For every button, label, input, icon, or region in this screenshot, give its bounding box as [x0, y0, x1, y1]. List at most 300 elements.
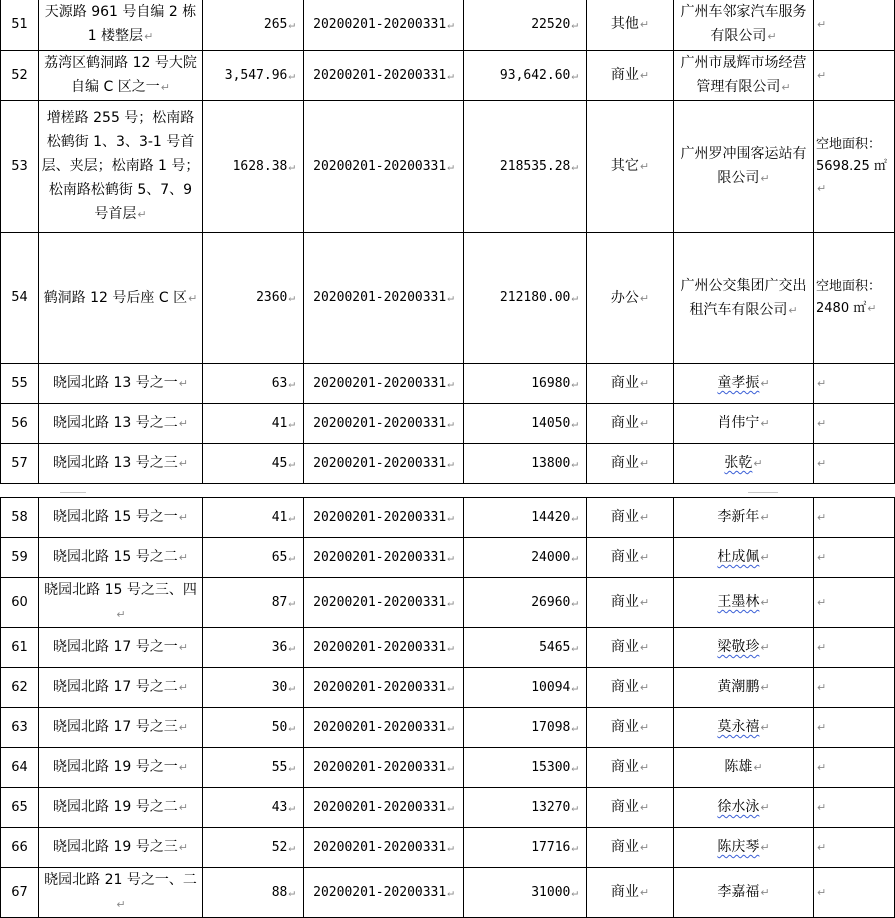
area-cell [203, 708, 304, 748]
area-cell-text: 88 [271, 884, 288, 900]
rent-cell-text: 14050 [531, 415, 571, 431]
address-cell [39, 828, 203, 868]
rent-cell-text: 212180.00 [499, 290, 571, 305]
tenant-cell [674, 101, 814, 233]
paragraph-mark-icon: ↵ [447, 680, 454, 694]
paragraph-mark-icon: ↵ [144, 30, 154, 43]
paragraph-mark-icon: ↵ [639, 417, 650, 430]
address-cell [39, 788, 203, 828]
rent-cell [464, 668, 587, 708]
paragraph-mark-icon: ↵ [817, 720, 827, 734]
row-number [1, 498, 39, 538]
paragraph-mark-icon: ↵ [639, 511, 650, 524]
paragraph-mark-icon: ↵ [288, 595, 295, 609]
paragraph-mark-icon: ↵ [571, 510, 578, 524]
table-row [1, 101, 895, 233]
paragraph-mark-icon: ↵ [639, 841, 650, 854]
address-cell-text: 晓园北路 17 号之二 [53, 679, 178, 695]
rent-cell-text: 16980 [531, 375, 571, 391]
use-cell-text: 商业 [610, 839, 639, 855]
use-cell [587, 868, 674, 918]
area-cell [203, 498, 304, 538]
address-cell [39, 444, 203, 484]
address-cell-text: 晓园北路 15 号之一 [53, 509, 178, 525]
period-cell [304, 628, 464, 668]
period-cell-text: 20200201-20200331 [313, 67, 447, 83]
paragraph-mark-icon: ↵ [639, 761, 650, 774]
period-cell-text: 20200201-20200331 [313, 455, 447, 471]
paragraph-mark-icon: ↵ [288, 885, 295, 899]
note-cell [814, 628, 895, 668]
paragraph-mark-icon: ↵ [137, 208, 147, 221]
paragraph-mark-icon: ↵ [760, 417, 770, 430]
paragraph-mark-icon: ↵ [178, 761, 188, 774]
area-cell-text: 1628.38 [232, 158, 288, 174]
note-cell [814, 101, 895, 233]
table-row [1, 498, 895, 538]
rent-cell-text: 17716 [531, 839, 571, 855]
address-cell [39, 748, 203, 788]
paragraph-mark-icon: ↵ [571, 550, 578, 564]
note-cell [814, 498, 895, 538]
address-cell-text: 鹤洞路 12 号后座 C 区 [43, 289, 188, 306]
paragraph-mark-icon: ↵ [817, 181, 827, 195]
period-cell-text: 20200201-20200331 [313, 639, 447, 655]
use-cell [587, 444, 674, 484]
period-cell [304, 788, 464, 828]
address-cell-text: 晓园北路 15 号之三、四 [44, 582, 197, 598]
use-cell [587, 578, 674, 628]
paragraph-mark-icon: ↵ [447, 885, 454, 899]
address-cell [39, 101, 203, 233]
address-cell-text: 晓园北路 17 号之三 [53, 719, 178, 735]
row-number-text: 51 [11, 16, 28, 32]
paragraph-mark-icon: ↵ [760, 841, 770, 854]
area-cell-text: 36 [271, 639, 288, 655]
note-cell [814, 404, 895, 444]
area-cell-text: 45 [271, 455, 288, 471]
paragraph-mark-icon: ↵ [288, 456, 295, 470]
paragraph-mark-icon: ↵ [571, 68, 578, 82]
row-number-text: 60 [11, 594, 28, 610]
tenant-cell [674, 538, 814, 578]
paragraph-mark-icon: ↵ [639, 69, 650, 82]
use-cell-text: 商业 [610, 639, 639, 655]
paragraph-mark-icon: ↵ [571, 840, 578, 854]
paragraph-mark-icon: ↵ [753, 457, 763, 470]
paragraph-mark-icon: ↵ [767, 30, 777, 43]
row-number [1, 788, 39, 828]
address-cell-text: 晓园北路 19 号之二 [53, 799, 178, 815]
area-cell [203, 101, 304, 233]
paragraph-mark-icon: ↵ [447, 720, 454, 734]
address-cell [39, 498, 203, 538]
rent-cell-text: 93,642.60 [499, 67, 571, 83]
rent-cell-text: 218535.28 [499, 158, 571, 174]
address-cell-text: 增槎路 255 号；松南路松鹤街 1、3、3-1 号首层、夹层；松南路 1 号；松南路松鹤街 5、7、9 号首层 [41, 110, 200, 222]
paragraph-mark-icon: ↵ [571, 680, 578, 694]
row-number-text: 61 [11, 639, 28, 655]
address-cell-text: 荔湾区鹤洞路 12 号大院自编 C 区之一 [44, 55, 197, 95]
area-cell-text: 65 [271, 549, 288, 565]
use-cell-text: 商业 [610, 884, 639, 900]
lease-table-bottom [0, 497, 895, 918]
period-cell-text: 20200201-20200331 [313, 415, 447, 431]
paragraph-mark-icon: ↵ [639, 551, 650, 564]
use-cell [587, 498, 674, 538]
period-cell [304, 233, 464, 364]
use-cell [587, 748, 674, 788]
paragraph-mark-icon: ↵ [116, 608, 126, 621]
tenant-cell-text: 陈庆琴 [717, 839, 760, 855]
tenant-cell-text: 张乾 [724, 455, 753, 471]
address-cell-text: 晓园北路 21 号之一、二 [44, 872, 197, 888]
area-cell [203, 868, 304, 918]
paragraph-mark-icon: ↵ [817, 456, 827, 470]
tenant-cell-text: 广州公交集团广交出租汽车有限公司 [680, 277, 807, 318]
paragraph-mark-icon: ↵ [760, 681, 770, 694]
paragraph-mark-icon: ↵ [571, 885, 578, 899]
row-number [1, 828, 39, 868]
paragraph-mark-icon: ↵ [288, 800, 295, 814]
row-number [1, 748, 39, 788]
address-cell-text: 晓园北路 17 号之一 [53, 639, 178, 655]
address-cell-text: 晓园北路 13 号之一 [53, 375, 178, 391]
paragraph-mark-icon: ↵ [817, 640, 827, 654]
tenant-cell [674, 708, 814, 748]
use-cell-text: 商业 [610, 67, 639, 83]
use-cell [587, 101, 674, 233]
paragraph-mark-icon: ↵ [817, 680, 827, 694]
table-row [1, 0, 895, 51]
paragraph-mark-icon: ↵ [288, 680, 295, 694]
use-cell-text: 其它 [610, 158, 639, 174]
row-number-text: 63 [11, 719, 28, 735]
table-row [1, 868, 895, 918]
use-cell [587, 364, 674, 404]
tenant-cell-text: 李新年 [717, 509, 760, 525]
paragraph-mark-icon: ↵ [571, 760, 578, 774]
area-cell [203, 538, 304, 578]
address-cell [39, 0, 203, 51]
paragraph-mark-icon: ↵ [571, 800, 578, 814]
paragraph-mark-icon: ↵ [571, 456, 578, 470]
row-number-text: 62 [11, 679, 28, 695]
period-cell [304, 51, 464, 101]
use-cell [587, 51, 674, 101]
period-cell [304, 444, 464, 484]
paragraph-mark-icon: ↵ [288, 550, 295, 564]
paragraph-mark-icon: ↵ [817, 595, 827, 609]
use-cell [587, 233, 674, 364]
table-row [1, 788, 895, 828]
row-number-text: 66 [11, 839, 28, 855]
period-cell-text: 20200201-20200331 [313, 594, 447, 610]
area-cell-text: 55 [271, 759, 288, 775]
paragraph-mark-icon: ↵ [447, 159, 454, 173]
use-cell-text: 商业 [610, 799, 639, 815]
period-cell-text: 20200201-20200331 [313, 290, 447, 305]
paragraph-mark-icon: ↵ [178, 551, 188, 564]
area-cell [203, 788, 304, 828]
paragraph-mark-icon: ↵ [288, 510, 295, 524]
paragraph-mark-icon: ↵ [817, 416, 827, 430]
rent-cell-text: 31000 [531, 884, 571, 900]
rent-cell [464, 51, 587, 101]
row-number [1, 868, 39, 918]
use-cell-text: 商业 [610, 375, 639, 391]
tenant-cell-text: 陈雄 [724, 759, 753, 775]
tenant-cell [674, 788, 814, 828]
row-number [1, 668, 39, 708]
paragraph-mark-icon: ↵ [288, 291, 295, 304]
rent-cell [464, 404, 587, 444]
paragraph-mark-icon: ↵ [571, 376, 578, 390]
paragraph-mark-icon: ↵ [447, 376, 454, 390]
row-number-text: 65 [11, 799, 28, 815]
rent-cell [464, 444, 587, 484]
table-row [1, 364, 895, 404]
use-cell-text: 商业 [610, 455, 639, 471]
table-row [1, 444, 895, 484]
area-cell-text: 41 [271, 509, 288, 525]
tenant-cell-text: 广州市晟辉市场经营管理有限公司 [680, 55, 807, 95]
row-number-text: 52 [11, 67, 28, 83]
row-number [1, 578, 39, 628]
paragraph-mark-icon: ↵ [288, 416, 295, 430]
tenant-cell [674, 748, 814, 788]
paragraph-mark-icon: ↵ [760, 886, 770, 899]
paragraph-mark-icon: ↵ [288, 640, 295, 654]
paragraph-mark-icon: ↵ [867, 302, 877, 315]
use-cell [587, 0, 674, 51]
row-number [1, 444, 39, 484]
use-cell-text: 商业 [610, 759, 639, 775]
period-cell [304, 364, 464, 404]
use-cell-text: 其他 [610, 16, 639, 32]
rent-cell [464, 788, 587, 828]
area-cell-text: 63 [271, 375, 288, 391]
area-cell-text: 2360 [256, 290, 288, 305]
tenant-cell-text: 肖伟宁 [717, 415, 760, 431]
period-cell-text: 20200201-20200331 [313, 509, 447, 525]
use-cell [587, 828, 674, 868]
address-cell [39, 233, 203, 364]
use-cell [587, 628, 674, 668]
paragraph-mark-icon: ↵ [817, 550, 827, 564]
paragraph-mark-icon: ↵ [639, 681, 650, 694]
tenant-cell-text: 李嘉福 [717, 884, 760, 900]
paragraph-mark-icon: ↵ [447, 640, 454, 654]
period-cell [304, 828, 464, 868]
rent-cell [464, 748, 587, 788]
tenant-cell-text: 王墨林 [717, 594, 760, 610]
paragraph-mark-icon: ↵ [178, 841, 188, 854]
paragraph-mark-icon: ↵ [571, 720, 578, 734]
area-cell [203, 51, 304, 101]
area-cell [203, 748, 304, 788]
address-cell [39, 578, 203, 628]
row-number-text: 64 [11, 759, 28, 775]
period-cell [304, 498, 464, 538]
row-number [1, 404, 39, 444]
paragraph-mark-icon: ↵ [571, 595, 578, 609]
period-cell [304, 101, 464, 233]
rent-cell-text: 14420 [531, 509, 571, 525]
rent-cell [464, 828, 587, 868]
use-cell-text: 商业 [610, 679, 639, 695]
paragraph-mark-icon: ↵ [288, 68, 295, 82]
paragraph-mark-icon: ↵ [178, 377, 188, 390]
paragraph-mark-icon: ↵ [178, 681, 188, 694]
use-cell-text: 商业 [610, 719, 639, 735]
paragraph-mark-icon: ↵ [178, 511, 188, 524]
paragraph-mark-icon: ↵ [288, 159, 295, 173]
rent-cell [464, 628, 587, 668]
address-cell [39, 51, 203, 101]
paragraph-mark-icon: ↵ [760, 511, 770, 524]
row-number [1, 0, 39, 51]
area-cell-text: 41 [271, 415, 288, 431]
paragraph-mark-icon: ↵ [817, 17, 827, 31]
tenant-cell [674, 498, 814, 538]
area-cell [203, 444, 304, 484]
paragraph-mark-icon: ↵ [639, 18, 650, 31]
row-number [1, 628, 39, 668]
row-number-text: 56 [11, 415, 28, 431]
period-cell [304, 868, 464, 918]
paragraph-mark-icon: ↵ [817, 510, 827, 524]
address-cell-text: 天源路 961 号自编 2 栋 1 楼整层 [44, 4, 197, 44]
tenant-cell [674, 668, 814, 708]
use-cell [587, 788, 674, 828]
paragraph-mark-icon: ↵ [447, 416, 454, 430]
paragraph-mark-icon: ↵ [571, 159, 578, 173]
note-cell [814, 788, 895, 828]
tenant-cell [674, 628, 814, 668]
table-row [1, 51, 895, 101]
area-cell-text: 265 [263, 16, 288, 32]
paragraph-mark-icon: ↵ [447, 456, 454, 470]
note-cell [814, 578, 895, 628]
period-cell [304, 578, 464, 628]
area-cell-text: 43 [271, 799, 288, 815]
period-cell [304, 748, 464, 788]
area-cell [203, 364, 304, 404]
rent-cell [464, 0, 587, 51]
row-number [1, 233, 39, 364]
paragraph-mark-icon: ↵ [760, 721, 770, 734]
use-cell-text: 办公 [610, 289, 639, 306]
use-cell [587, 708, 674, 748]
period-cell-text: 20200201-20200331 [313, 799, 447, 815]
note-cell-text: 空地面积：2480 ㎡ [816, 279, 882, 316]
period-cell-text: 20200201-20200331 [313, 719, 447, 735]
paragraph-mark-icon: ↵ [571, 17, 578, 31]
paragraph-mark-icon: ↵ [639, 801, 650, 814]
rent-cell [464, 364, 587, 404]
address-cell-text: 晓园北路 13 号之二 [53, 415, 178, 431]
note-cell [814, 748, 895, 788]
paragraph-mark-icon: ↵ [760, 801, 770, 814]
period-cell-text: 20200201-20200331 [313, 759, 447, 775]
address-cell-text: 晓园北路 19 号之三 [53, 839, 178, 855]
paragraph-mark-icon: ↵ [178, 801, 188, 814]
rent-cell-text: 13800 [531, 455, 571, 471]
table-row [1, 628, 895, 668]
paragraph-mark-icon: ↵ [781, 81, 791, 94]
period-cell-text: 20200201-20200331 [313, 375, 447, 391]
paragraph-mark-icon: ↵ [178, 457, 188, 470]
tenant-cell [674, 868, 814, 918]
note-cell [814, 868, 895, 918]
table-row [1, 708, 895, 748]
area-cell [203, 828, 304, 868]
table-row [1, 668, 895, 708]
page-break [0, 484, 871, 497]
tenant-cell [674, 364, 814, 404]
note-cell [814, 444, 895, 484]
row-number-text: 55 [11, 375, 28, 391]
paragraph-mark-icon: ↵ [760, 641, 770, 654]
use-cell [587, 668, 674, 708]
rent-cell-text: 15300 [531, 759, 571, 775]
use-cell-text: 商业 [610, 594, 639, 610]
paragraph-mark-icon: ↵ [639, 596, 650, 609]
row-number-text: 53 [11, 158, 28, 174]
paragraph-mark-icon: ↵ [447, 291, 454, 304]
note-cell [814, 233, 895, 364]
tenant-cell-text: 广州车邻家汽车服务有限公司 [680, 4, 807, 44]
row-number [1, 708, 39, 748]
table-row [1, 233, 895, 364]
rent-cell [464, 868, 587, 918]
rent-cell [464, 101, 587, 233]
rent-cell [464, 708, 587, 748]
area-cell-text: 52 [271, 839, 288, 855]
paragraph-mark-icon: ↵ [760, 377, 770, 390]
address-cell [39, 364, 203, 404]
paragraph-mark-icon: ↵ [639, 457, 650, 470]
rent-cell-text: 10094 [531, 679, 571, 695]
address-cell-text: 晓园北路 19 号之一 [53, 759, 178, 775]
row-number [1, 101, 39, 233]
rent-cell [464, 498, 587, 538]
table-row [1, 748, 895, 788]
tenant-cell [674, 0, 814, 51]
area-cell [203, 628, 304, 668]
paragraph-mark-icon: ↵ [288, 840, 295, 854]
rent-cell-text: 24000 [531, 549, 571, 565]
paragraph-mark-icon: ↵ [639, 291, 650, 305]
address-cell [39, 668, 203, 708]
address-cell-text: 晓园北路 15 号之二 [53, 549, 178, 565]
area-cell [203, 233, 304, 364]
paragraph-mark-icon: ↵ [188, 291, 198, 305]
period-cell-text: 20200201-20200331 [313, 679, 447, 695]
tenant-cell-text: 广州罗冲围客运站有限公司 [680, 146, 807, 186]
paragraph-mark-icon: ↵ [817, 760, 827, 774]
row-number [1, 538, 39, 578]
address-cell [39, 628, 203, 668]
note-cell [814, 708, 895, 748]
paragraph-mark-icon: ↵ [571, 416, 578, 430]
paragraph-mark-icon: ↵ [817, 840, 827, 854]
period-cell-text: 20200201-20200331 [313, 158, 447, 174]
paragraph-mark-icon: ↵ [571, 640, 578, 654]
use-cell [587, 538, 674, 578]
period-cell-text: 20200201-20200331 [313, 884, 447, 900]
